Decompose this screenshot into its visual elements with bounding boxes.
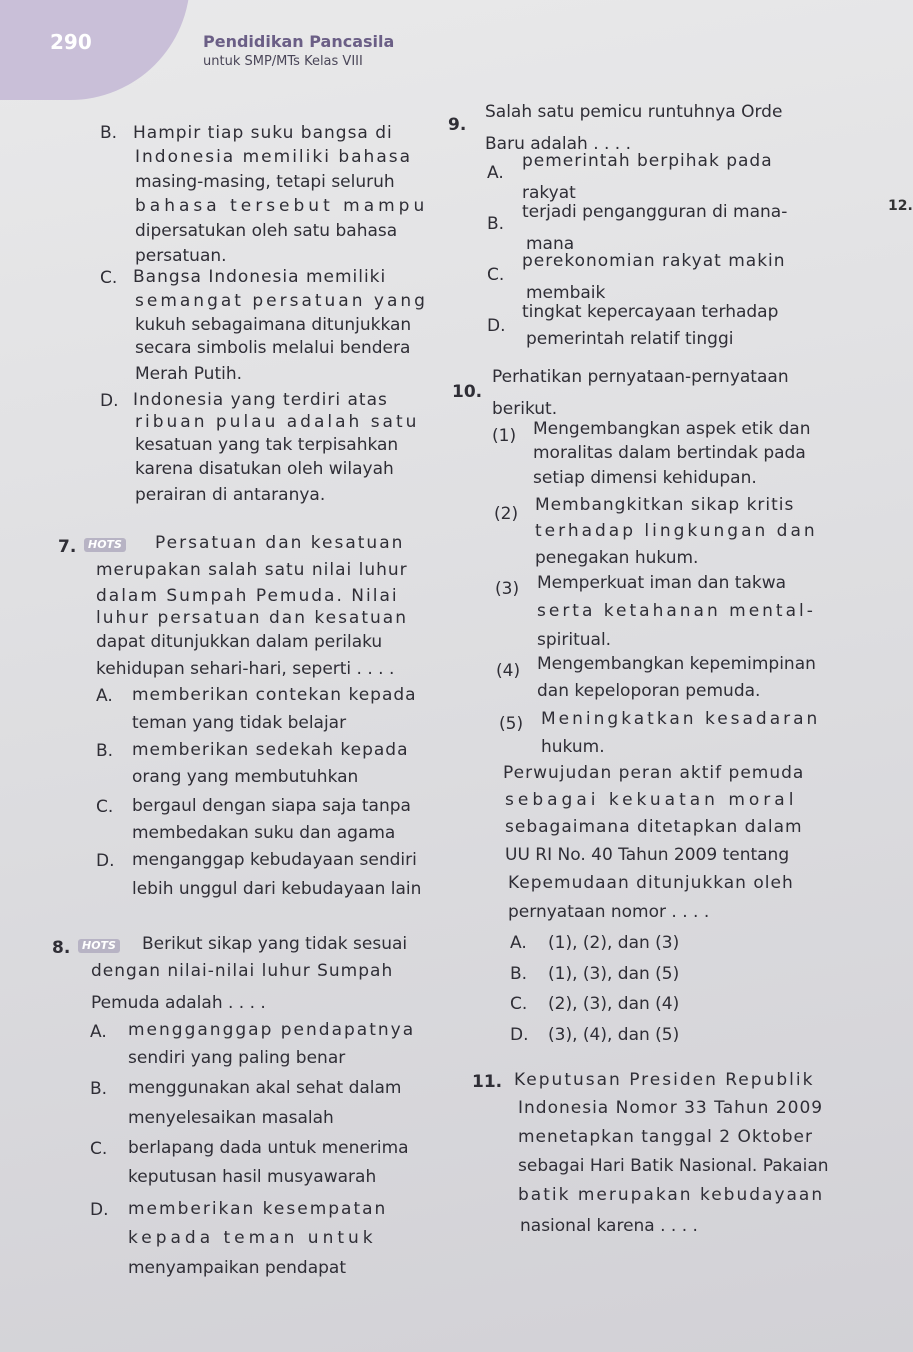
option-text: semangat persatuan yang [135,291,428,311]
option-letter: C. [100,268,118,288]
option-text: Indonesia yang terdiri atas [133,390,388,410]
page-number: 290 [50,30,92,54]
option-text: menyelesaikan masalah [128,1108,334,1128]
question-stem: Persatuan dan kesatuan [155,533,405,553]
option-text: Bangsa Indonesia memiliki [133,267,387,287]
option-letter: B. [90,1079,108,1099]
question-number: 10. [452,382,483,402]
option-text: menggunakan akal sehat dalam [128,1078,402,1098]
page-corner-decoration [0,0,190,100]
option-text: tingkat kepercayaan terhadap [522,302,779,322]
option-text: teman yang tidak belajar [132,713,347,733]
option-text: kukuh sebagaimana ditunjukkan [135,315,412,335]
option-text: Hampir tiap suku bangsa di [133,123,393,143]
statement-number: (1) [492,426,517,446]
question-stem: Perhatikan pernyataan-pernyataan [492,367,789,387]
question-closing: pernyataan nomor . . . . [508,902,710,922]
statement-text: hukum. [541,737,605,757]
question-stem: Pemuda adalah . . . . [91,993,266,1013]
option-text: membedakan suku dan agama [132,823,396,843]
statement-text: Meningkatkan kesadaran [541,709,821,729]
next-page-question-number: 12. [888,198,913,214]
option-text: memberikan kesempatan [128,1199,388,1219]
statement-text: Membangkitkan sikap kritis [535,495,795,515]
option-text: kesatuan yang tak terpisahkan [135,435,399,455]
option-text: masing-masing, tetapi seluruh [135,172,395,192]
statement-text: terhadap lingkungan dan [535,521,818,541]
option-letter: C. [487,265,505,285]
statement-text: spiritual. [537,630,612,650]
option-text: (1), (2), dan (3) [548,933,680,953]
option-text: memberikan contekan kepada [132,685,417,705]
option-text: kepada teman untuk [128,1228,377,1248]
statement-text: penegakan hukum. [535,548,699,568]
option-text: pemerintah berpihak pada [522,151,773,171]
option-letter: C. [90,1139,108,1159]
statement-number: (2) [494,504,519,524]
option-text: menyampaikan pendapat [128,1258,347,1278]
option-text: membaik [526,283,606,303]
question-stem: Berikut sikap yang tidak sesuai [142,934,408,954]
option-text: mana [526,234,575,254]
question-stem: luhur persatuan dan kesatuan [96,608,408,628]
question-stem: menetapkan tanggal 2 Oktober [518,1127,814,1147]
option-letter: A. [96,686,113,706]
option-letter: D. [90,1200,109,1220]
question-stem: batik merupakan kebudayaan [518,1185,825,1205]
option-letter: D. [510,1025,529,1045]
hots-badge: HOTS [78,939,120,953]
book-title: Pendidikan Pancasila [203,32,395,51]
option-letter: A. [510,933,527,953]
option-text: secara simbolis melalui bendera [135,338,411,358]
statement-text: Mengembangkan kepemimpinan [537,654,816,674]
hots-badge: HOTS [84,538,126,552]
question-number: 7. [58,537,77,557]
option-text: sendiri yang paling benar [128,1048,346,1068]
option-text: bergaul dengan siapa saja tanpa [132,796,411,816]
question-stem: dalam Sumpah Pemuda. Nilai [96,586,399,606]
question-stem: Keputusan Presiden Republik [514,1070,815,1090]
option-text: terjadi pengangguran di mana- [522,202,788,222]
question-stem: sebagai Hari Batik Nasional. Pakaian [518,1156,829,1176]
option-text: perairan di antaranya. [135,485,326,505]
question-stem: Baru adalah . . . . [485,134,632,154]
option-text: Merah Putih. [135,364,243,384]
option-text: ribuan pulau adalah satu [135,412,420,432]
option-letter: B. [487,214,505,234]
question-closing: Kepemudaan ditunjukkan oleh [508,873,794,893]
statement-number: (3) [495,579,520,599]
option-text: keputusan hasil musyawarah [128,1167,377,1187]
question-stem: berikut. [492,399,558,419]
statement-text: serta ketahanan mental- [537,601,816,621]
option-letter: D. [487,316,506,336]
statement-text: Memperkuat iman dan takwa [537,573,787,593]
question-number: 8. [52,938,71,958]
option-text: Indonesia memiliki bahasa [135,147,413,167]
option-text: mengganggap pendapatnya [128,1020,416,1040]
question-stem: Salah satu pemicu runtuhnya Orde [485,102,783,122]
option-letter: B. [96,741,114,761]
option-text: karena disatukan oleh wilayah [135,459,394,479]
option-text: menganggap kebudayaan sendiri [132,850,417,870]
option-letter: D. [100,391,119,411]
statement-number: (5) [499,714,524,734]
question-number: 9. [448,115,467,135]
option-text: (1), (3), dan (5) [548,964,680,984]
option-letter: A. [487,163,504,183]
option-text: berlapang dada untuk menerima [128,1138,409,1158]
option-letter: B. [510,964,528,984]
question-stem: kehidupan sehari-hari, seperti . . . . [96,659,395,679]
question-stem: dapat ditunjukkan dalam perilaku [96,632,383,652]
option-letter: C. [96,797,114,817]
option-text: orang yang membutuhkan [132,767,359,787]
question-stem: nasional karena . . . . [520,1216,698,1236]
question-closing: sebagai kekuatan moral [505,790,798,810]
option-letter: A. [90,1022,107,1042]
book-subtitle: untuk SMP/MTs Kelas VIII [203,54,363,69]
option-text: dipersatukan oleh satu bahasa [135,221,398,241]
statement-text: moralitas dalam bertindak pada [533,443,806,463]
option-text: (2), (3), dan (4) [548,994,680,1014]
question-number: 11. [472,1072,503,1092]
question-closing: UU RI No. 40 Tahun 2009 tentang [505,845,790,865]
option-letter: C. [510,994,528,1014]
option-text: memberikan sedekah kepada [132,740,409,760]
question-closing: sebagaimana ditetapkan dalam [505,817,803,837]
question-closing: Perwujudan peran aktif pemuda [503,763,805,783]
option-letter: B. [100,123,118,143]
question-stem: Indonesia Nomor 33 Tahun 2009 [518,1098,824,1118]
statement-number: (4) [496,661,521,681]
option-text: lebih unggul dari kebudayaan lain [132,879,422,899]
option-letter: D. [96,851,115,871]
option-text: bahasa tersebut mampu [135,196,429,216]
option-text: pemerintah relatif tinggi [526,329,734,349]
option-text: (3), (4), dan (5) [548,1025,680,1045]
option-text: perekonomian rakyat makin [522,251,786,271]
option-text: persatuan. [135,246,227,266]
option-text: rakyat [522,183,576,203]
statement-text: dan kepeloporan pemuda. [537,681,761,701]
question-stem: dengan nilai-nilai luhur Sumpah [91,961,394,981]
question-stem: merupakan salah satu nilai luhur [96,560,408,580]
statement-text: Mengembangkan aspek etik dan [533,419,811,439]
statement-text: setiap dimensi kehidupan. [533,468,757,488]
